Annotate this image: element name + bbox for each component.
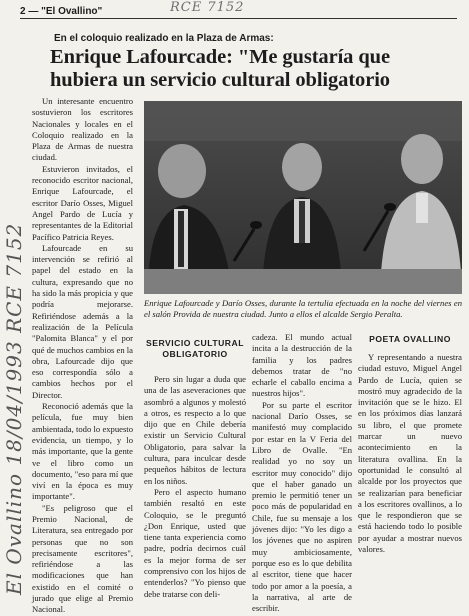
paragraph: Lafourcade en su intervención se refirió al papel del estado en la cultura, expresando que no ha sido la más propicia y que podría mejorarse. Refiriéndose además a la realización de la Película "Palomita Blanca" y el por qué de muchos cambios en la obra, Lafourcade dijo que eso correspondía sólo a cambios hechos por el Director. (32, 242, 133, 400)
page-header: 2 — "El Ovallino" (20, 6, 103, 17)
paragraph: Reconoció además que la película, fue muy bien ambientada, todo lo expuesto evidencia, un tiempo, y lo más importante, que la gente ve el libro como un documento, "eso para mí que viví en la época es muy importante". (32, 401, 133, 502)
paragraph: Pero el aspecto humano también resaltó en este Coloquio, se le preguntó ¿Don Enrique, usted que tiene tanta experiencia como padre, podría decirnos cuál es la mejor forma de ser comprensivo con los hijos de entenderlos? "Yo pienso que debe tratarse con deli- (144, 486, 246, 599)
paragraph: Por su parte el escritor nacional Darío Osses, se manifestó muy complacido por estar en la V Feria del Libro de Ovalle. "En realidad yo no soy un escritor muy conocido" dijo que el haber ganado un premio le permitió tener un poco más de popularidad en Chile, fue su mensaje a los jóvenes dijo: "Yo les digo a los jóvenes que no aspiren muy ambiciosamente, porque eso es lo que debilita al escritor, tiene que hacer todo por amor a la poesía, a la narrativa, al arte de escribir. (252, 399, 352, 614)
paragraph: Estuvieron invitados, el reconocido escritor nacional, Enrique Lafourcade, el escritor Darío Osses, Miguel Angel Pardo de Lucía y representantes de la Editorial Pacífico Patricia Reyes. (32, 163, 133, 242)
column-1 (32, 96, 133, 616)
subhead-servicio-cultural: SERVICIO CULTURAL OBLIGATORIO (146, 338, 244, 359)
header-rule (20, 18, 457, 19)
paragraph: Y representando a nuestra ciudad estuvo, Miguel Angel Pardo de Lucía, quien se mostró muy agradecido de la invitación que se le hizo. El en los próximos días lanzará su libro, el que promete marcar un nuevo acontecimiento en la literatura ovallina. En la oportunidad le consultó al alcalde por los proyectos que se realizarían para beneficiar a los escritores ovallinos, a lo que le respondieron que se está haciendo todo lo posible por ayudar a mostrar nuevos valores. (358, 352, 462, 555)
column-4 (358, 352, 462, 555)
paragraph: Un interesante encuentro sostuvieron los escritores Nacionales y locales en el Coloquio realizado en la Plaza de Armas de nuestra ciudad. (32, 96, 133, 163)
paragraph: cadeza. El mundo actual incita a la destrucción de la familia y los padres debemos tratar de "no echarle el caballo encima a nuestros hijos". (252, 332, 352, 399)
subhead-poeta-ovallino: POETA OVALLINO (369, 334, 451, 344)
paragraph: Pero sin lugar a duda que una de las aseveraciones que asombró a algunos y molestó a otros, es respecto a lo que dijo que en Chile debería existir un Servicio Cultural Obligatorio, para salvar la cultura, para inculcar desde pequeños hábitos de lectura en los niños. (144, 374, 246, 486)
column-2 (144, 374, 246, 600)
article-photo (144, 101, 462, 294)
column-3 (252, 332, 352, 614)
headline: Enrique Lafourcade: "Me gustaría que hubiera un servicio cultural obligatorio (50, 46, 390, 91)
handwritten-side-annotation: El Ovallino 18/04/1993 RCE 7152 (2, 222, 26, 595)
paragraph: "Es peligroso que el Premio Nacional, de Literatura, sea entregado por personas que no son precisamente escritores", refiriéndose a las modificaciones que han existido en el comité o jurado que elige al Premio Nacional. (32, 502, 133, 615)
kicker: En el coloquio realizado en la Plaza de Armas: (54, 33, 274, 44)
photo-caption: Enrique Lafourcade y Darío Osses, durante la tertulia efectuada en la noche del viernes en el salón Provida de nuestra ciudad. Junto a ellos el alcalde Sergio Peralta. (144, 298, 462, 320)
handwritten-catalog-number: RCE 7152 (170, 0, 245, 15)
photo-illustration (144, 101, 462, 294)
